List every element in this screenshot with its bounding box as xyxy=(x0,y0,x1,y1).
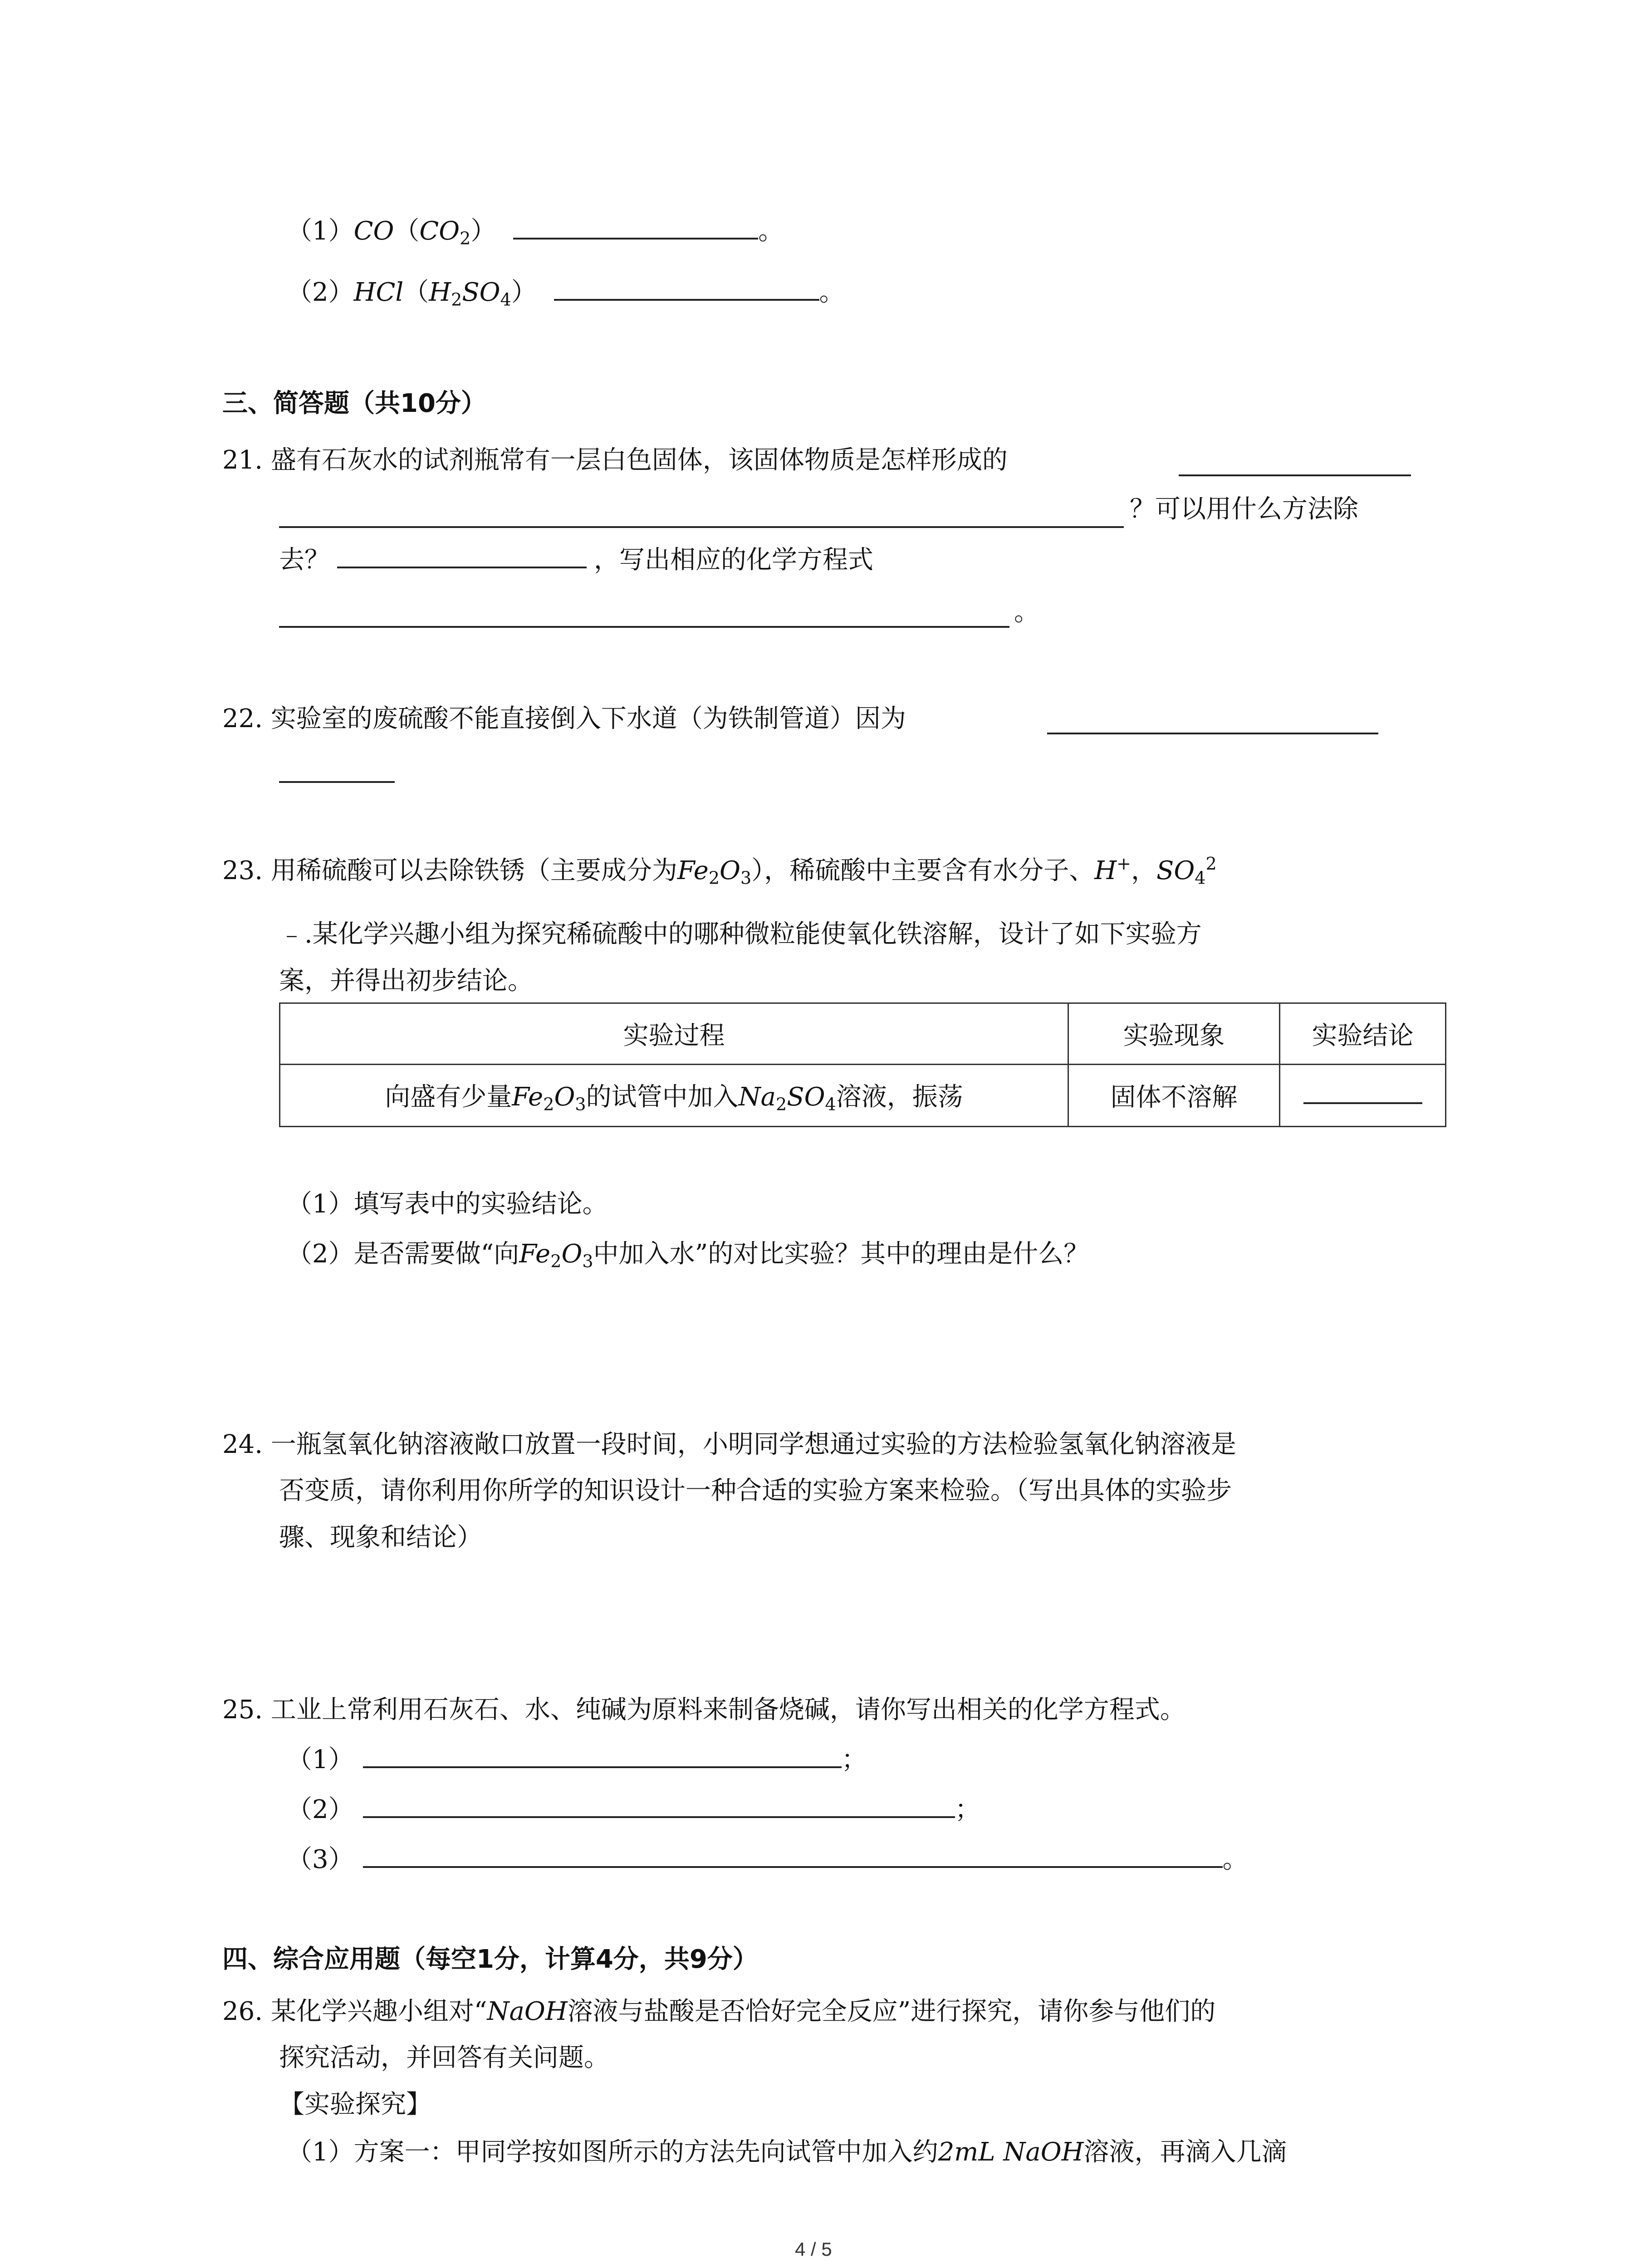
q24-line1: 24. 一瓶氢氧化钠溶液敞口放置一段时间，小明同学想通过实验的方法检验氢氧化钠溶液是 xyxy=(222,1430,1236,1459)
q23-sub2: （2）是否需要做“向$Fe_2O_3$中加入水”的对比实验？其中的理由是什么？ xyxy=(287,1239,1089,1271)
table-cell-phenomenon: 固体不溶解 xyxy=(1068,1065,1280,1127)
table-cell-process: 向盛有少量$Fe_2O_3$的试管中加入$Na_2SO_4$溶液，振荡 xyxy=(280,1065,1068,1127)
item-1: $(1)CO(CO_2)$ 。 xyxy=(287,216,784,249)
answer-blank[interactable] xyxy=(1047,733,1378,734)
answer-blank[interactable] xyxy=(279,626,1009,628)
q23-line3: 案，并得出初步结论。 xyxy=(279,966,533,996)
q26-line2: 探究活动，并回答有关问题。 xyxy=(279,2043,609,2072)
answer-blank[interactable] xyxy=(363,1816,955,1818)
answer-blank[interactable] xyxy=(513,237,758,240)
table-header: 实验结论 xyxy=(1280,1003,1446,1065)
q24-line2: 否变质，请你利用你所学的知识设计一种合适的实验方案来检验。（写出具体的实验步 xyxy=(279,1476,1232,1505)
q21-line1: 21. 盛有石灰水的试剂瓶常有一层白色固体，该固体物质是怎样形成的 xyxy=(222,445,1008,475)
answer-blank[interactable] xyxy=(1179,474,1411,476)
q22-line1: 22. 实验室的废硫酸不能直接倒入下水道（为铁制管道）因为 xyxy=(222,704,906,733)
answer-blank[interactable] xyxy=(279,526,1124,528)
answer-blank[interactable] xyxy=(337,566,587,568)
q26-line3: 【实验探究】 xyxy=(279,2090,431,2119)
answer-blank[interactable] xyxy=(363,1866,1223,1868)
q21-line2: ？可以用什么方法除 xyxy=(1130,494,1358,524)
table-header: 实验过程 xyxy=(280,1003,1068,1065)
answer-blank[interactable] xyxy=(1303,1102,1422,1104)
q23-line1: 23. 用稀硫酸可以去除铁锈（主要成分为$Fe_2O_3$），稀硫酸中主要含有水分子、H+，$SO_4^2$ xyxy=(222,854,1217,888)
table-header: 实验现象 xyxy=(1068,1003,1280,1065)
q21-line3: 去？ ，写出相应的化学方程式 xyxy=(279,545,873,575)
answer-blank[interactable] xyxy=(363,1766,842,1768)
q25-sub2: （2） ； xyxy=(287,1795,980,1824)
q24-line3: 骤、现象和结论） xyxy=(279,1523,482,1552)
q25-sub1: （1） ； xyxy=(287,1745,867,1774)
section-heading-4: 四、综合应用题（每空1分，计算4分，共9分） xyxy=(222,1945,758,1974)
answer-blank[interactable] xyxy=(554,298,819,301)
q21-end: 。 xyxy=(1014,597,1039,627)
table-cell-conclusion xyxy=(1280,1065,1446,1127)
section-heading-3: 三、简答题（共10分） xyxy=(222,389,486,418)
q26-line1: 26. 某化学兴趣小组对“NaOH溶液与盐酸是否恰好完全反应”进行探究，请你参与他们的 xyxy=(222,1997,1216,2026)
item-2: $(2)HCl(H_2SO_4)$ 。 xyxy=(287,278,845,310)
experiment-table xyxy=(279,1002,1446,1127)
page-number: 4 / 5 xyxy=(795,2239,832,2260)
q25-line1: 25. 工业上常利用石灰石、水、纯碱为原料来制备烧碱，请你写出相关的化学方程式。 xyxy=(222,1695,1185,1725)
answer-blank[interactable] xyxy=(279,781,395,783)
q23-sub1: （1）填写表中的实验结论。 xyxy=(287,1189,608,1219)
q23-line2: ﹣.某化学兴趣小组为探究稀硫酸中的哪种微粒能使氧化铁溶解，设计了如下实验方 xyxy=(279,919,1202,949)
q26-line4: （1）方案一：甲同学按如图所示的方法先向试管中加入约2mL NaOH溶液，再滴入几滴 xyxy=(287,2137,1287,2167)
q25-sub3: （3） 。 xyxy=(287,1845,1248,1874)
